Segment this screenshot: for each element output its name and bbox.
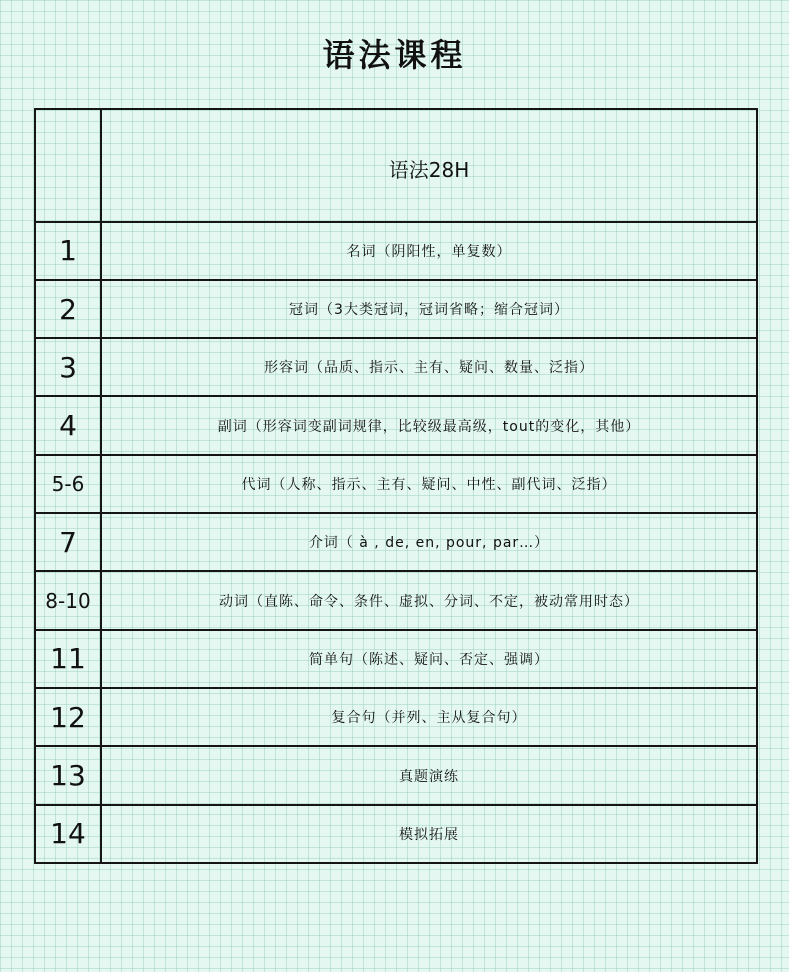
table-row — [35, 688, 757, 746]
table-row — [35, 222, 757, 280]
row-topic: 冠词（3大类冠词，冠词省略；缩合冠词） — [101, 280, 757, 338]
table-row — [35, 338, 757, 396]
row-number: 2 — [35, 280, 101, 338]
row-number: 8-10 — [35, 571, 101, 629]
row-topic: 形容词（品质、指示、主有、疑问、数量、泛指） — [101, 338, 757, 396]
table-row — [35, 805, 757, 863]
table-row — [35, 746, 757, 804]
table-header-row — [35, 109, 757, 222]
row-topic: 介词（ à , de, en, pour, par…） — [101, 513, 757, 571]
table-row — [35, 513, 757, 571]
row-topic: 复合句（并列、主从复合句） — [101, 688, 757, 746]
header-label: 语法28H — [101, 109, 757, 222]
table-row — [35, 571, 757, 629]
row-number: 11 — [35, 630, 101, 688]
row-topic: 真题演练 — [101, 746, 757, 804]
row-number: 13 — [35, 746, 101, 804]
table-row — [35, 455, 757, 513]
course-table — [34, 108, 758, 864]
table-row — [35, 280, 757, 338]
row-number: 5-6 — [35, 455, 101, 513]
row-number: 12 — [35, 688, 101, 746]
page-title: 语法课程 — [322, 36, 467, 74]
row-topic: 名词（阴阳性，单复数） — [101, 222, 757, 280]
row-topic: 副词（形容词变副词规律，比较级最高级，tout的变化，其他） — [101, 396, 757, 454]
header-empty-cell — [35, 109, 101, 222]
row-topic: 动词（直陈、命令、条件、虚拟、分词、不定，被动常用时态） — [101, 571, 757, 629]
row-number: 3 — [35, 338, 101, 396]
table-row — [35, 630, 757, 688]
row-topic: 简单句（陈述、疑问、否定、强调） — [101, 630, 757, 688]
row-number: 14 — [35, 805, 101, 863]
row-number: 7 — [35, 513, 101, 571]
row-number: 4 — [35, 396, 101, 454]
table-row — [35, 396, 757, 454]
row-number: 1 — [35, 222, 101, 280]
row-topic: 模拟拓展 — [101, 805, 757, 863]
row-topic: 代词（人称、指示、主有、疑问、中性、副代词、泛指） — [101, 455, 757, 513]
